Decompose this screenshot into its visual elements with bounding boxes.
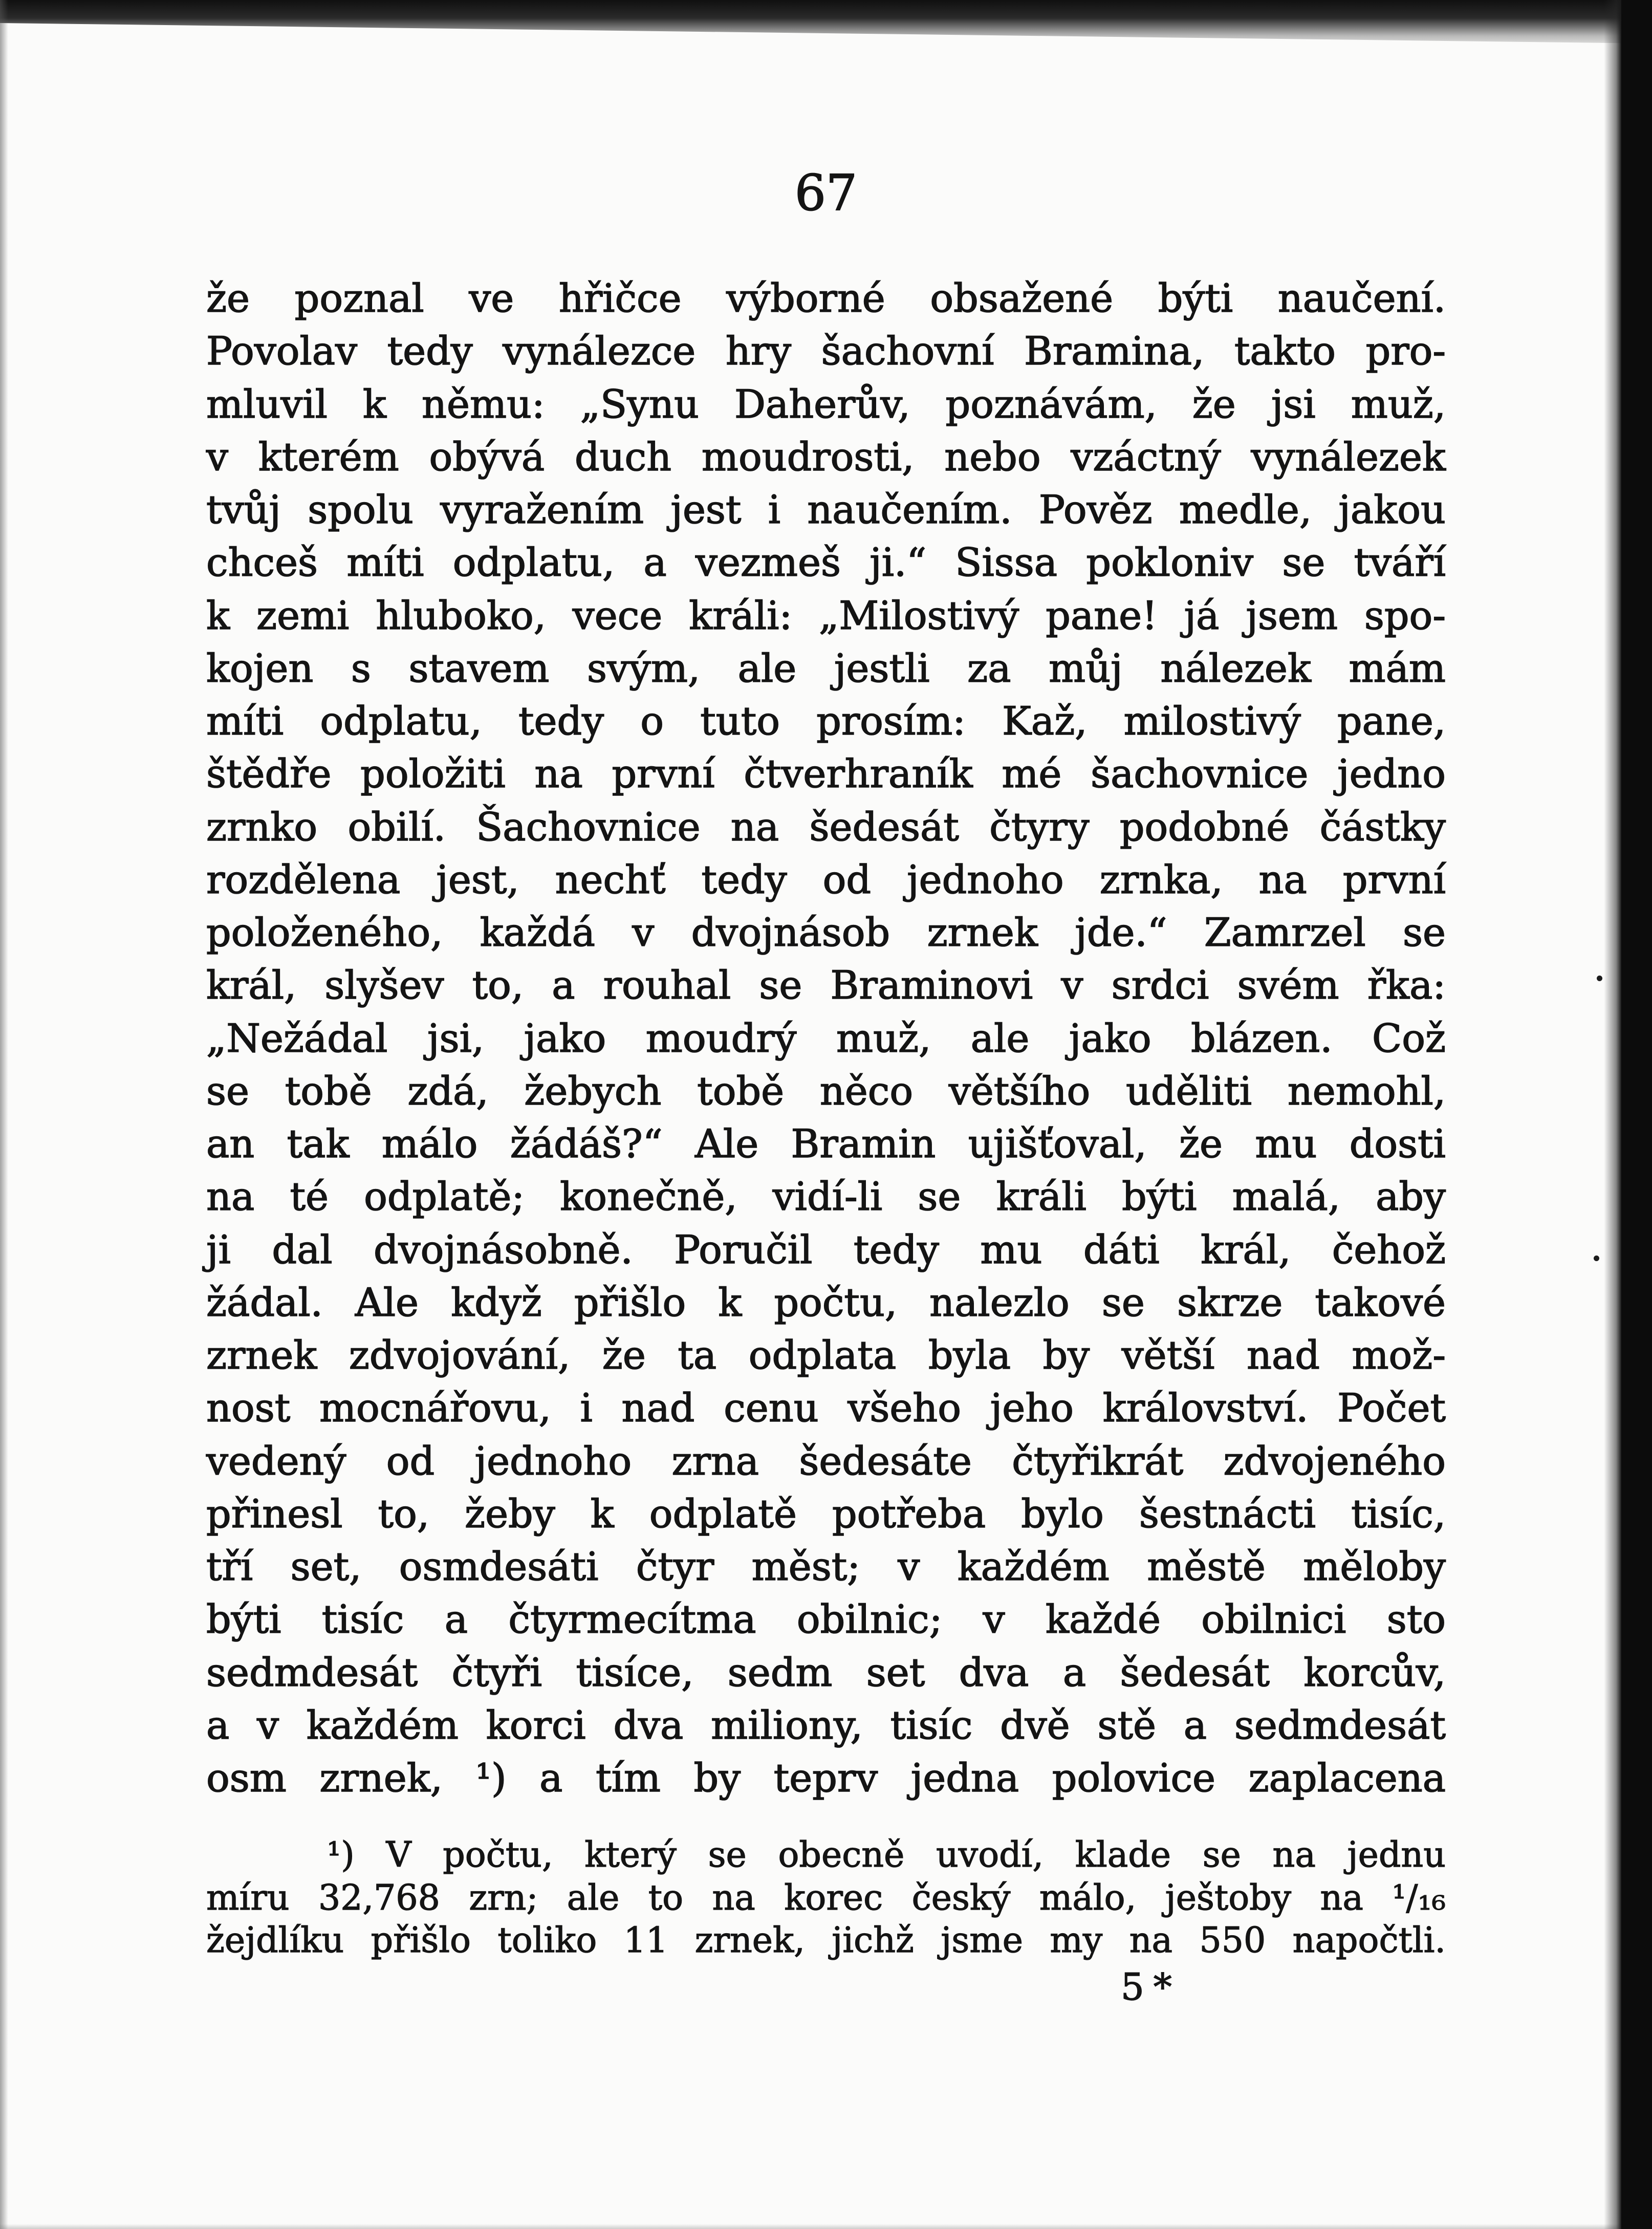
text-line: že poznal ve hřičce výborné obsažené býti naučení. — [206, 275, 1446, 321]
text-line: kojen s stavem svým, ale jestli za můj nálezek mám — [206, 645, 1446, 691]
footnote-line: míru 32,768 zrn; ale to na korec český málo, ještoby na ¹/₁₆ — [206, 1877, 1446, 1918]
text-line: ji dal dvojnásobně. Poručil tedy mu dáti král, čehož — [206, 1226, 1446, 1272]
text-line: Povolav tedy vynálezce hry šachovní Bramina, takto pro- — [206, 328, 1446, 374]
footnote-line: ¹) V počtu, který se obecně uvodí, klade se na jednu — [327, 1835, 1446, 1875]
text-line: „Nežádal jsi, jako moudrý muž, ale jako blázen. Což — [206, 1015, 1446, 1061]
text-line: na té odplatě; konečně, vidí-li se králi býti malá, aby — [206, 1174, 1446, 1220]
page-number: 67 — [794, 164, 858, 222]
text-line: mluvil k němu: „Synu Daherův, poznávám, že jsi muž, — [206, 381, 1446, 427]
scan-speck — [1594, 1256, 1599, 1261]
text-line: žádal. Ale když přišlo k počtu, nalezlo se skrze takové — [206, 1279, 1446, 1325]
scan-speck — [1597, 976, 1602, 981]
text-line: položeného, každá v dvojnásob zrnek jde.“ Zamrzel se — [206, 910, 1446, 955]
text-line: zrnek zdvojování, že ta odplata byla by větší nad mož- — [206, 1332, 1446, 1378]
text-line: tvůj spolu vyražením jest i naučením. Pověz medle, jakou — [206, 487, 1446, 532]
scan-edge-right — [1621, 0, 1652, 2229]
scan-edge-right-shade — [1604, 0, 1621, 2229]
text-line: přinesl to, žeby k odplatě potřeba bylo šestnácti tisíc, — [206, 1490, 1446, 1537]
text-line: nost mocnářovu, i nad cenu všeho jeho království. Počet — [206, 1385, 1446, 1431]
text-line: rozdělena jest, nechť tedy od jednoho zrnka, na první — [206, 856, 1446, 902]
text-line: král, slyšev to, a rouhal se Braminovi v srdci svém řka: — [206, 962, 1446, 1008]
text-line: an tak málo žádáš?“ Ale Bramin ujišťoval, že mu dosti — [206, 1121, 1446, 1166]
scan-edge-top — [0, 0, 1652, 51]
footnote — [206, 1834, 1446, 1962]
scan-edge-bottom — [0, 2224, 1652, 2229]
text-line: osm zrnek, ¹) a tím by teprv jedna polovice zaplacena — [206, 1755, 1446, 1801]
body-text — [206, 272, 1446, 1804]
text-line: štědře položiti na první čtverhraník mé šachovnice jedno — [206, 751, 1446, 797]
text-line: chceš míti odplatu, a vezmeš ji.“ Sissa pokloniv se tváří — [206, 539, 1446, 586]
text-line: zrnko obilí. Šachovnice na šedesát čtyry podobné částky — [206, 804, 1446, 850]
text-line: se tobě zdá, žebych tobě něco většího uděliti nemohl, — [206, 1068, 1446, 1114]
text-line: v kterém obývá duch moudrosti, nebo vzáctný vynálezek — [206, 434, 1446, 480]
text-line: sedmdesát čtyři tisíce, sedm set dva a šedesát korcův, — [206, 1649, 1446, 1695]
text-line: míti odplatu, tedy o tuto prosím: Kaž, milostivý pane, — [206, 698, 1446, 744]
footnote-line: žejdlíku přišlo toliko 11 zrnek, jichž jsme my na 550 napočtli. — [206, 1920, 1446, 1961]
text-line: k zemi hluboko, vece králi: „Milostivý pane! já jsem spo- — [206, 592, 1446, 638]
signature-mark: 5* — [1121, 1965, 1181, 2008]
scan-edge-left — [0, 0, 8, 2229]
text-line: býti tisíc a čtyrmecítma obilnic; v každé obilnici sto — [206, 1596, 1446, 1642]
text-line: tří set, osmdesáti čtyr měst; v každém městě měloby — [206, 1544, 1446, 1589]
text-line: vedený od jednoho zrna šedesáte čtyřikrát zdvojeného — [206, 1438, 1446, 1484]
text-line: a v každém korci dva miliony, tisíc dvě stě a sedmdesát — [206, 1702, 1446, 1748]
